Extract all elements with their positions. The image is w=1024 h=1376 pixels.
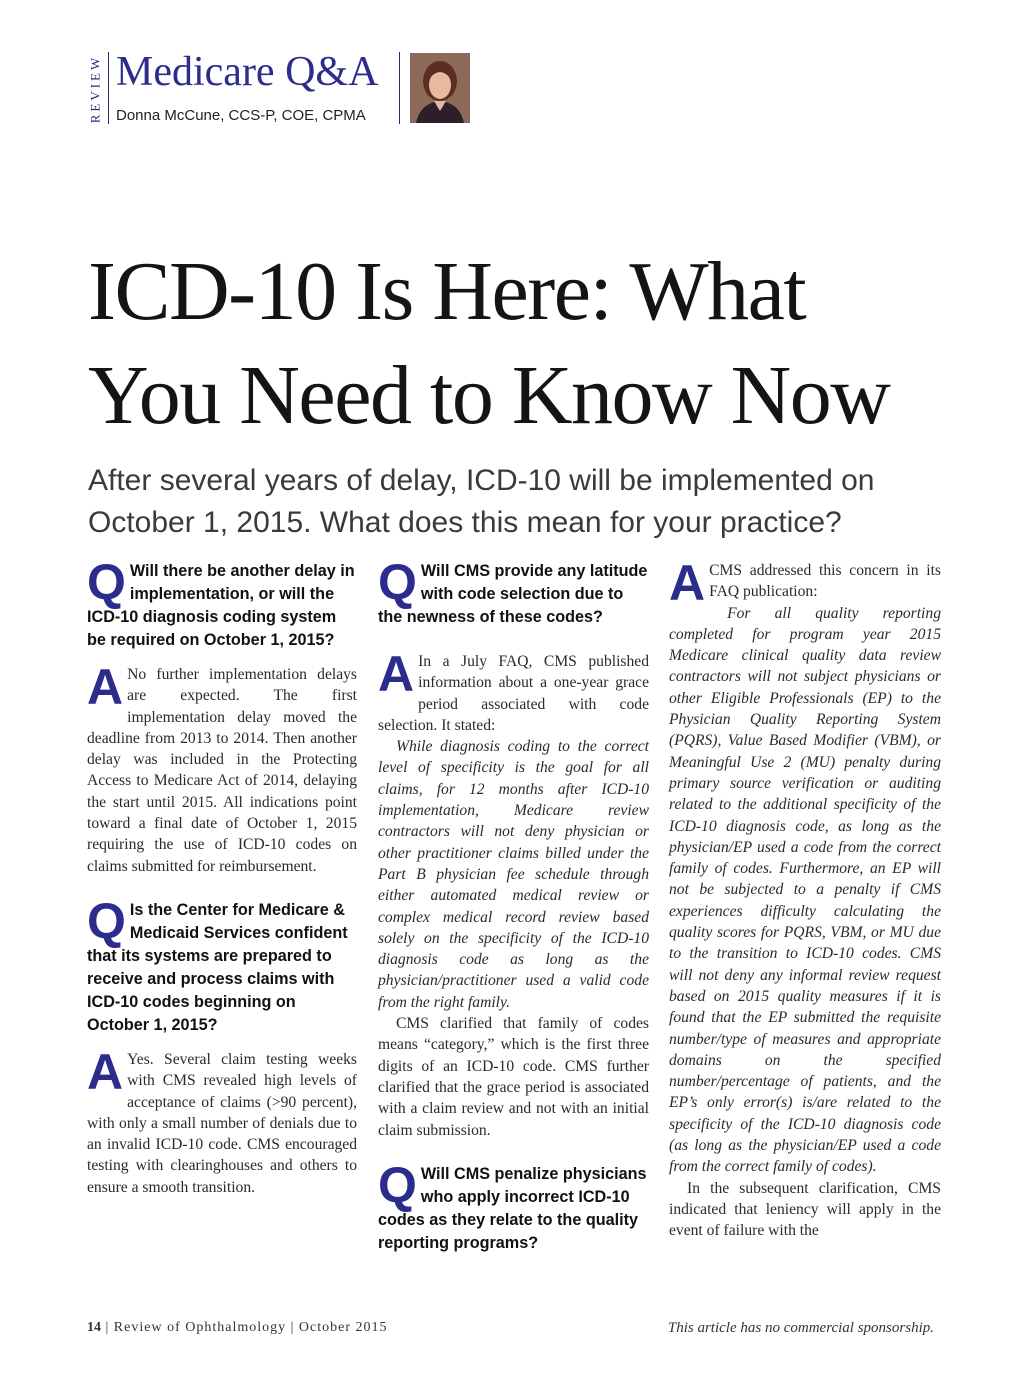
header-rule-right — [399, 52, 400, 124]
article-headline — [88, 240, 988, 448]
author-portrait-graphic — [410, 53, 470, 123]
answer-3-followup: CMS clarified that family of codes means “category,” which is the first three digits of an ICD-10 code. CMS further clarified that the grace period is associated with a claim review and not with an initial claim submission. — [378, 1015, 649, 1139]
question-2-text: Is the Center for Medicare & Medicaid Services confident that its systems are prepared to receive and process claims with ICD-10 codes beginning on October 1, 2015? — [87, 900, 348, 1034]
question-4 — [378, 1156, 649, 1255]
column-1 — [87, 554, 357, 1198]
section-tag-text: REVIEW — [87, 54, 103, 124]
headline-line-1: ICD-10 Is Here: What — [88, 245, 806, 338]
answer-dropcap: A — [87, 659, 124, 715]
question-1 — [87, 554, 357, 652]
cms-quote-grace-period: While diagnosis coding to the correct level of specificity is the goal for all claims, for 12 months after ICD-10 implementation, Medicare review contractors will not deny physician or other practitioner claims billed under the Part B physician fee schedule through either automated medical review or complex medical record review based solely on the specificity of the ICD-10 diagnosis code as long as the physician/practitioner used a valid code from the right family. — [378, 738, 649, 1011]
answer-1-text: No further implementation delays are expected. The first implementation delay moved the deadline from 2013 to 2014. Then another delay was included in the Protecting Access to Medicare Act of 2014, delaying the start until 2015. All indications point toward a final date of October 1, 2015 requiring the use of ICD-10 codes on claims submitted for reimbursement. — [87, 666, 357, 875]
answer-1 — [87, 659, 357, 877]
question-1-text: Will there be another delay in implementation, or will the ICD-10 diagnosis coding system be required on October 1, 2015? — [87, 562, 355, 649]
answer-4 — [669, 555, 941, 611]
answer-2 — [87, 1043, 357, 1198]
article-deck: After several years of delay, ICD-10 will be implemented on October 1, 2015. What does this mean for your practice? — [88, 464, 875, 539]
answer-2-text: Yes. Several claim testing weeks with CMS revealed high levels of acceptance of claims (>90 percent), with only a small number of denials due to an invalid ICD-10 code. CMS encouraged testing with clearinghouses and others to ensure a smooth transition. — [87, 1050, 357, 1196]
answer-3 — [378, 646, 649, 736]
section-tag — [86, 50, 104, 128]
page-number: 14 — [87, 1320, 101, 1335]
question-dropcap: Q — [87, 554, 126, 610]
answer-dropcap: A — [669, 555, 706, 611]
question-dropcap: Q — [378, 554, 417, 610]
answer-dropcap: A — [378, 646, 415, 702]
page-footer-left — [87, 1320, 388, 1336]
answer-3-text: In a July FAQ, CMS published information about a one-year grace period associated with code selection. It stated: — [378, 653, 649, 734]
answer-4-followup: In the subsequent clarification, CMS indicated that leniency will apply in the event of failure with the — [669, 1179, 941, 1240]
department-title: Medicare Q&A — [116, 49, 379, 95]
question-dropcap: Q — [87, 892, 126, 949]
question-dropcap: Q — [378, 1156, 417, 1213]
publication-info: | Review of Ophthalmology | October 2015 — [105, 1320, 388, 1335]
author-byline: Donna McCune, CCS-P, COE, CPMA — [116, 107, 366, 124]
column-3 — [669, 555, 941, 1242]
author-photo — [410, 53, 470, 123]
question-3-text: Will CMS provide any latitude with code selection due to the newness of these codes? — [378, 562, 648, 626]
question-3 — [378, 554, 649, 629]
sponsorship-note: This article has no commercial sponsorship. — [667, 1320, 934, 1336]
question-4-text: Will CMS penalize physicians who apply incorrect ICD-10 codes as they relate to the quality reporting programs? — [378, 1164, 647, 1252]
question-2 — [87, 892, 357, 1037]
answer-4-text: CMS addressed this concern in its FAQ publication: — [709, 562, 941, 601]
header-rule-left — [108, 52, 109, 124]
answer-dropcap: A — [87, 1043, 124, 1100]
headline-line-2: You Need to Know Now — [88, 349, 890, 442]
column-2 — [378, 554, 649, 1255]
cms-quote-quality-reporting: For all quality reporting completed for program year 2015 Medicare clinical quality data review contractors will not subject physicians or other Eligible Professionals (EP) to the Physician Quality Reporting System (PQRS), Value Based Modifier (VBM), or Meaningful Use 2 (MU) penalty during primary source verification or auditing related to the additional specificity of the ICD-10 diagnosis code, as long as the physician/EP used a code from the correct family of codes. Furthermore, an EP will not be subjected to a penalty if CMS experiences difficulty calculating the quality scores for PQRS, VBM, or MU due to the transition to ICD-10 codes. CMS will not deny any informal review request based on 2015 quality measures if it is found that the EP submitted the requisite number/type of measures and appropriate domains on the specified number/percentage of patients, and the EP’s only error(s) is/are related to the specificity of the ICD-10 diagnosis code (as long as the physician/EP used a code from the correct family of codes). — [669, 604, 941, 1176]
